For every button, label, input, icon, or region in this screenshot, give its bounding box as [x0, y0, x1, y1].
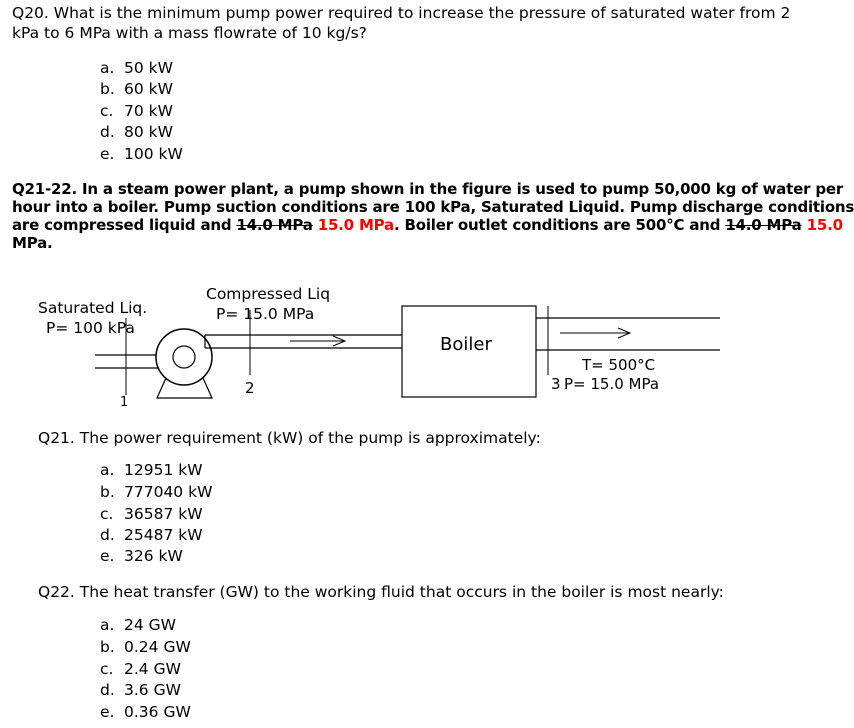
- q21-option-b[interactable]: b. 777040 kW: [100, 483, 213, 501]
- q20-option-c[interactable]: c. 70 kW: [100, 102, 173, 120]
- q2122-line3: are compressed liquid and 14.0 MPa 15.0 MPa. Boiler outlet conditions are 500°C and 14.0 MPa 15.0: [12, 216, 843, 234]
- q21-option-e[interactable]: e. 326 kW: [100, 547, 183, 565]
- q20-option-b[interactable]: b. 60 kW: [100, 80, 173, 98]
- q22-option-c[interactable]: c. 2.4 GW: [100, 660, 181, 678]
- q22-question: Q22. The heat transfer (GW) to the working fluid that occurs in the boiler is most nearly:: [38, 583, 724, 601]
- outlet-pressure-label: P= 15.0 MPa: [564, 375, 660, 393]
- outlet-temperature-label: T= 500°C: [582, 356, 656, 374]
- q2122-line4: MPa.: [12, 234, 53, 252]
- boiler-label: Boiler: [440, 334, 492, 355]
- q21-option-d[interactable]: d. 25487 kW: [100, 526, 203, 544]
- q22-option-e[interactable]: e. 0.36 GW: [100, 703, 191, 721]
- q20-line1: Q20. What is the minimum pump power required to increase the pressure of saturated water from 2: [12, 4, 791, 22]
- q21-option-c[interactable]: c. 36587 kW: [100, 505, 203, 523]
- q22-option-a[interactable]: a. 24 GW: [100, 616, 176, 634]
- q21-option-a[interactable]: a. 12951 kW: [100, 461, 203, 479]
- compressed-liquid-label: Compressed Liq: [206, 285, 331, 303]
- q20-option-e[interactable]: e. 100 kW: [100, 145, 183, 163]
- q20-option-d[interactable]: d. 80 kW: [100, 123, 173, 141]
- state-1-label: 1: [120, 395, 129, 410]
- q2122-line1: Q21-22. In a steam power plant, a pump shown in the figure is used to pump 50,000 kg of water per: [12, 180, 844, 198]
- struck-pressure-1: 14.0 MPa: [236, 216, 313, 234]
- inlet-pressure-label: P= 100 kPa: [46, 319, 135, 337]
- discharge-pressure-label: P= 15.0 MPa: [216, 305, 315, 323]
- red-pressure-2: 15.0: [801, 216, 843, 234]
- struck-pressure-2: 14.0 MPa: [725, 216, 802, 234]
- q22-option-b[interactable]: b. 0.24 GW: [100, 638, 191, 656]
- q20-option-a[interactable]: a. 50 kW: [100, 59, 173, 77]
- saturated-liquid-label: Saturated Liq.: [38, 299, 148, 317]
- red-pressure-1: 15.0 MPa: [312, 216, 394, 234]
- state-3-label: 3: [551, 375, 561, 393]
- state-2-label: 2: [245, 379, 255, 397]
- q22-option-d[interactable]: d. 3.6 GW: [100, 681, 181, 699]
- q2122-line2: hour into a boiler. Pump suction conditions are 100 kPa, Saturated Liquid. Pump discharge conditions: [12, 198, 854, 216]
- q20-line2: kPa to 6 MPa with a mass flowrate of 10 kg/s?: [12, 24, 367, 42]
- q21-question: Q21. The power requirement (kW) of the pump is approximately:: [38, 429, 541, 447]
